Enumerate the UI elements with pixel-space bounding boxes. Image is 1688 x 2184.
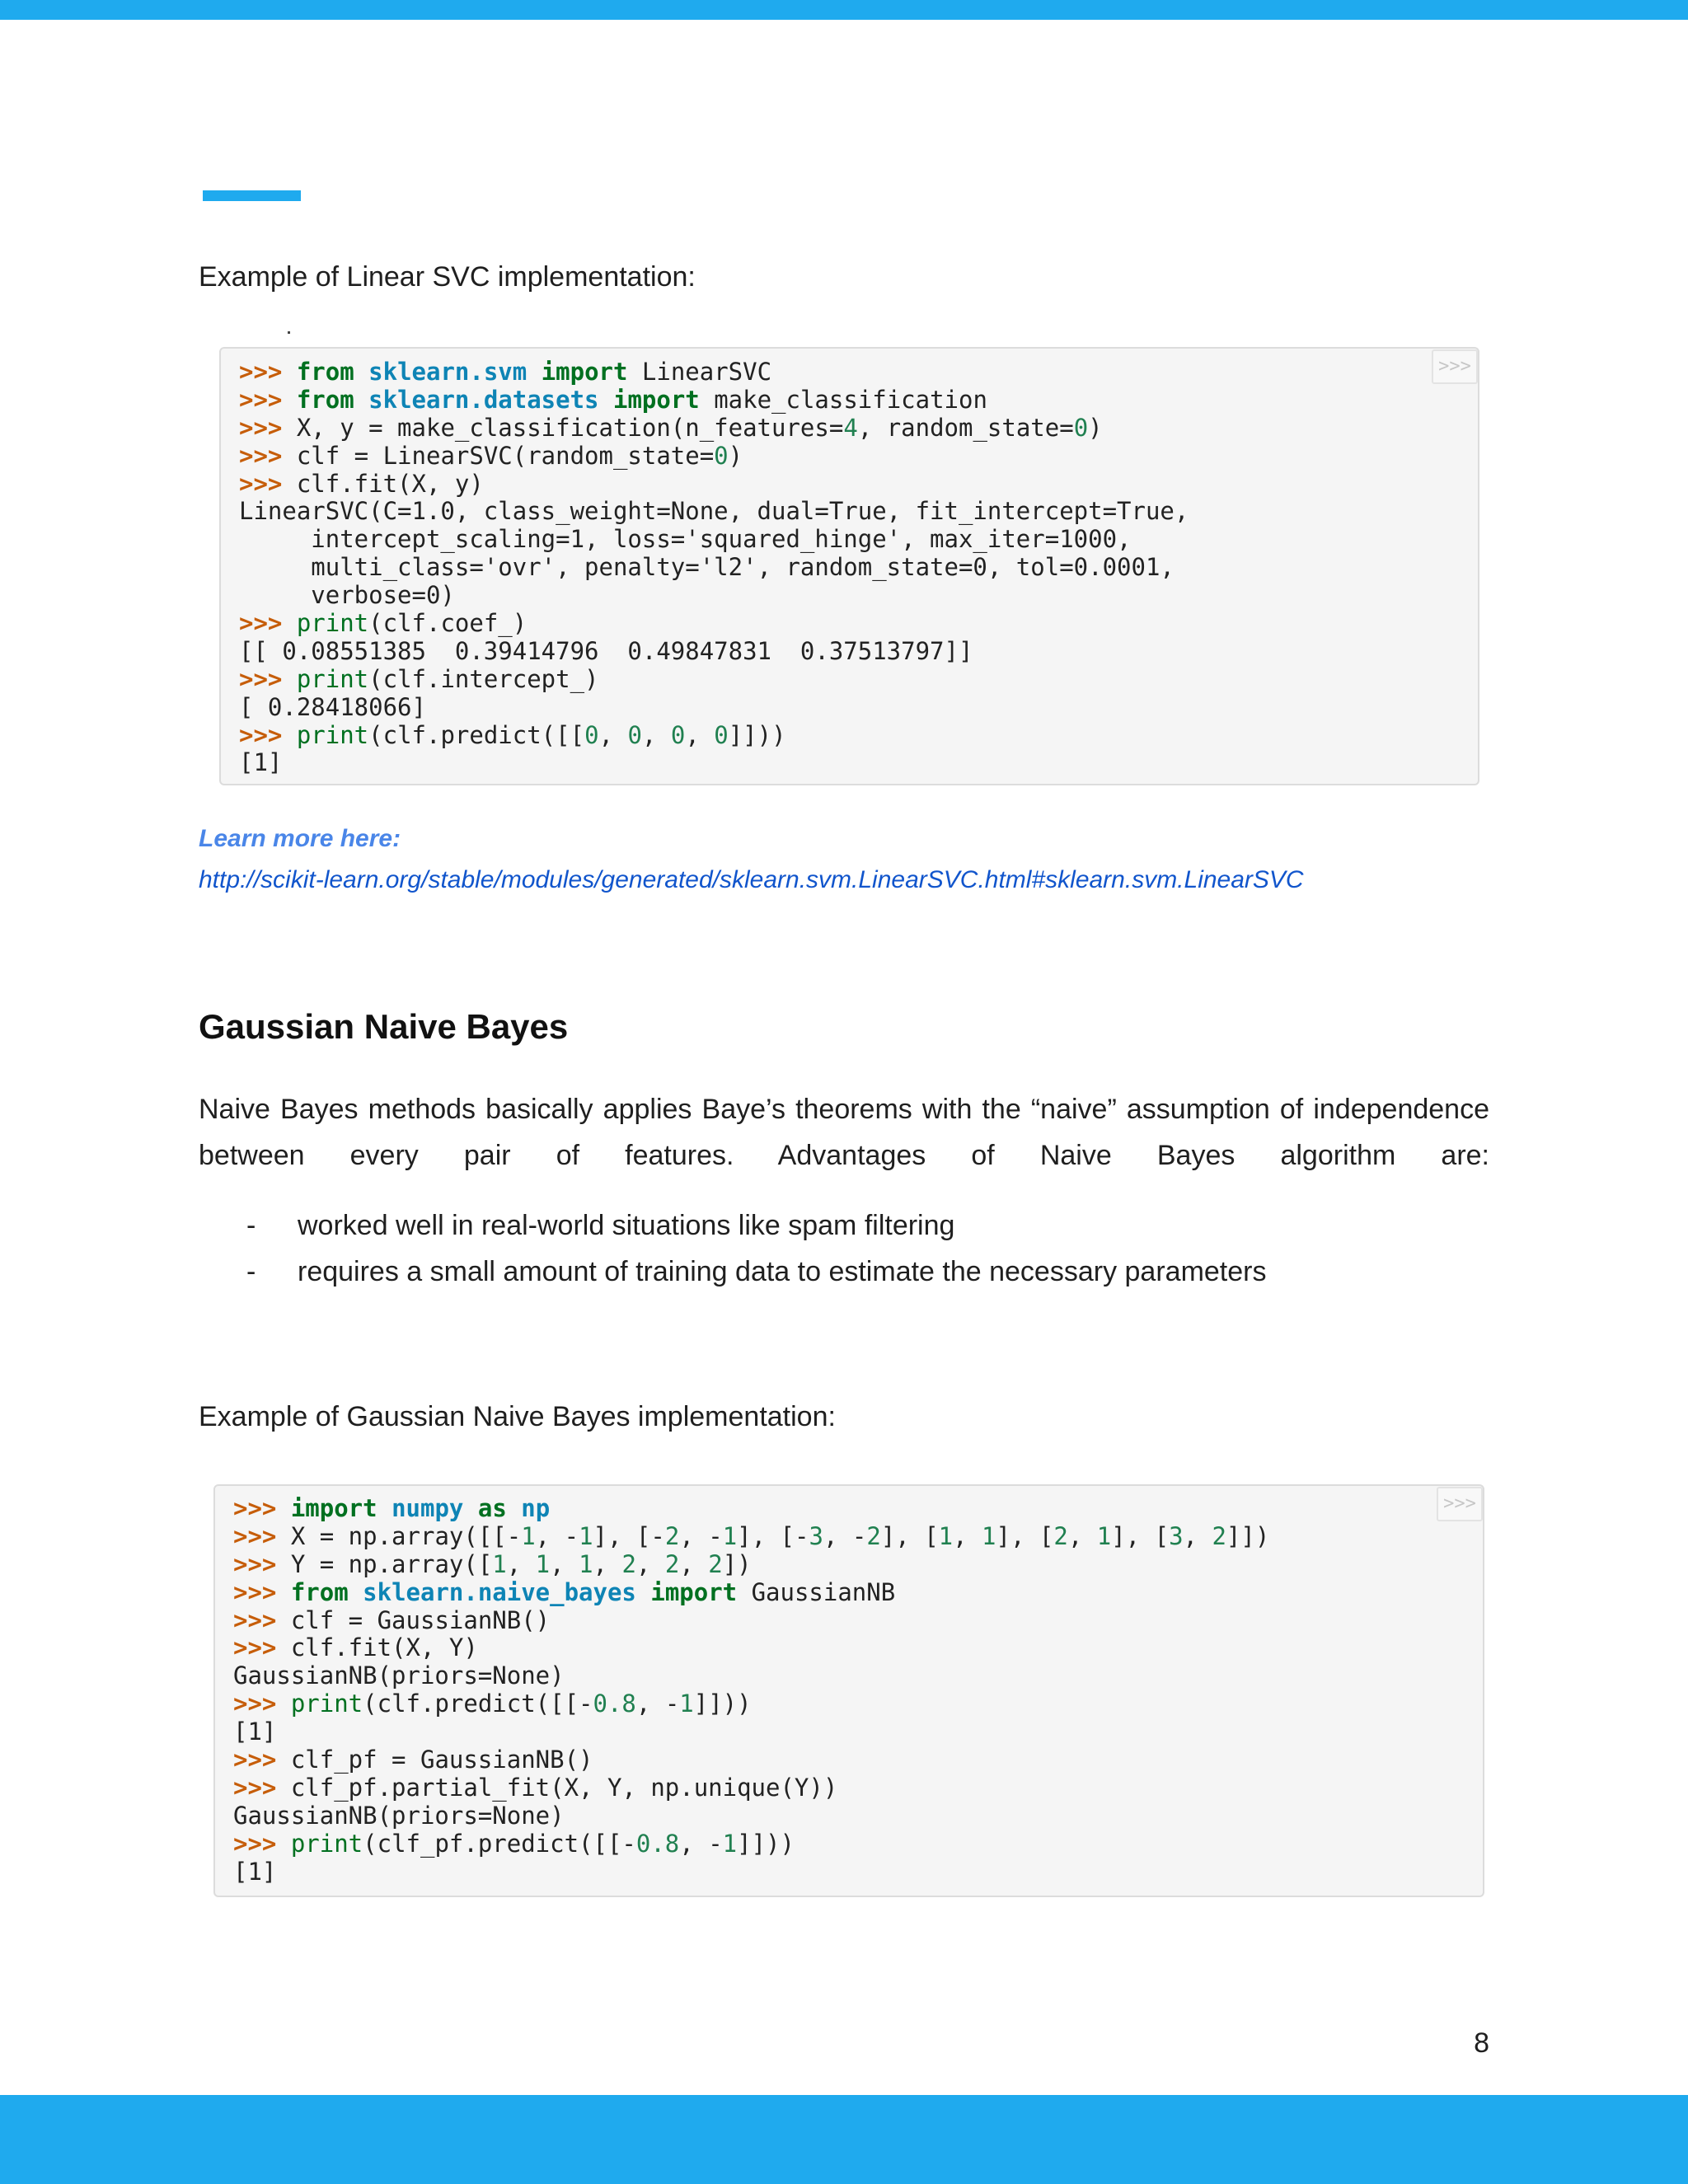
code-token: X, y = make_classification(n_features= [296,413,844,442]
keyword-token: from [290,1577,349,1606]
code-line [239,526,1189,554]
number-token: 0 [627,720,642,749]
code-token: [[ 0.08551385 0.39414796 0.49847831 0.37513797]] [239,636,973,665]
code-token: [1] [233,1718,277,1746]
prompt-token: >>> [239,609,297,638]
advantage-text: requires a small amount of training data to estimate the necessary parameters [298,1256,1267,1287]
builtin-token: print [290,1690,363,1718]
bullet-dash: - [246,1256,256,1287]
prompt-token: >>> [239,664,297,693]
code-token: make_classification [699,385,987,414]
code-token: , - [679,1521,723,1550]
svc-example-intro: Example of Linear SVC implementation: [199,261,696,293]
code-token: clf_pf = GaussianNB() [290,1746,593,1774]
builtin-token: print [290,1829,363,1858]
code-token: , [679,1549,709,1578]
prompt-token: >>> [233,1773,291,1802]
gaussian-nb-code-block [213,1484,1484,1897]
code-token: ]]) [1226,1521,1270,1550]
code-line [239,722,1189,750]
code-line [239,749,1189,777]
prompt-token: >>> [239,720,297,749]
number-token: 1 [982,1521,996,1550]
number-token: 2 [1212,1521,1226,1550]
code-token: clf = GaussianNB() [290,1605,551,1634]
code-token: , [550,1549,579,1578]
keyword-token: from [296,385,354,414]
code-token: , - [679,1829,723,1858]
code-token: ], [ [1111,1521,1170,1550]
prompt-token: >>> [239,441,297,470]
code-token: LinearSVC(C=1.0, class_weight=None, dual=True, fit_intercept=True, [239,497,1189,526]
module-token: sklearn.datasets [368,385,599,414]
code-token: verbose=0) [239,581,455,610]
code-token: , - [535,1521,579,1550]
prompt-token: >>> [239,469,297,498]
code-token: ], [ [880,1521,939,1550]
code-token: [1] [233,1857,277,1886]
code-token: , [1067,1521,1097,1550]
advantage-text: worked well in real-world situations like spam filtering [298,1210,955,1241]
code-line [233,1802,1269,1830]
code-token: GaussianNB(priors=None) [233,1801,565,1830]
number-token: 2 [664,1549,680,1578]
module-token: np [521,1494,551,1522]
number-token: 1 [1096,1521,1112,1550]
code-line [233,1579,1269,1607]
code-token: ]) [722,1549,752,1578]
code-token: (clf.predict([[- [363,1690,593,1718]
code-token: intercept_scaling=1, loss='squared_hinge', max_iter=1000, [239,525,1132,554]
code-token: Y = np.array([ [290,1549,493,1578]
code-token: , [685,720,715,749]
prompt-token: >>> [233,1521,291,1550]
code-token: ]])) [693,1690,752,1718]
code-line [239,666,1189,694]
code-token: ], [ [996,1521,1054,1550]
code-token: ]])) [737,1829,795,1858]
prompt-token: >>> [233,1549,291,1578]
number-token: 3 [1169,1521,1184,1550]
module-token: sklearn.naive_bayes [363,1577,636,1606]
code-line [239,610,1189,638]
keyword-token: import [541,358,628,386]
number-token: 2 [621,1549,636,1578]
keyword-token: import [612,385,700,414]
code-line [239,443,1189,471]
number-token: 4 [843,413,858,442]
code-line [239,415,1189,443]
number-token: 0 [584,720,599,749]
number-token: 0.8 [593,1690,636,1718]
code-line [233,1662,1269,1690]
number-token: 2 [1053,1521,1068,1550]
code-line [233,1858,1269,1886]
learn-more-label: Learn more here: [199,825,401,852]
gaussian-nb-heading: Gaussian Naive Bayes [199,1007,569,1046]
toggle-prompt-button[interactable]: >>> [1432,349,1478,384]
stray-mark [288,331,290,334]
gaussian-nb-description: Naive Bayes methods basically applies Baye’s theorems with the “naive” assumption of independence between every pair of features. Advantages of Naive Bayes algorithm are: [199,1094,1489,1171]
code-line [233,1495,1269,1523]
code-line [239,694,1189,722]
module-token: numpy [392,1494,464,1522]
code-token: (clf.predict([[ [368,720,585,749]
code-token: (clf.intercept_) [368,664,599,693]
prompt-token: >>> [239,358,297,386]
number-token: 1 [492,1549,507,1578]
code-token: , [598,720,628,749]
code-line [239,498,1189,526]
code-token: , [1183,1521,1212,1550]
code-token: (clf_pf.predict([[- [363,1829,636,1858]
code-line [239,359,1189,387]
code-token: , - [823,1521,867,1550]
page-number: 8 [1474,2027,1489,2059]
code-token: ], [- [593,1521,665,1550]
bullet-dash: - [246,1210,256,1241]
code-line [233,1830,1269,1858]
footer-bar [0,2095,1688,2184]
code-token: , random_state= [857,413,1074,442]
code-token: multi_class='ovr', penalty='l2', random_state=0, tol=0.0001, [239,553,1175,582]
code-token: , [635,1549,665,1578]
code-line [239,554,1189,582]
code-token: ]])) [728,720,786,749]
number-token: 2 [866,1521,881,1550]
code-token: clf.fit(X, Y) [290,1633,478,1662]
prompt-token: >>> [233,1605,291,1634]
code-line [233,1690,1269,1718]
number-token: 0.8 [635,1829,680,1858]
linear-svc-code [239,359,1189,777]
toggle-prompt-button[interactable]: >>> [1437,1487,1483,1521]
code-line [233,1523,1269,1551]
code-token [354,386,368,414]
code-line [233,1746,1269,1774]
code-token: , - [635,1690,680,1718]
code-token: [1] [239,748,283,777]
code-token: X = np.array([[- [290,1521,522,1550]
code-token: LinearSVC [627,358,772,386]
code-token: , [593,1549,622,1578]
code-line [233,1607,1269,1635]
code-token [463,1494,477,1522]
prompt-token: >>> [233,1829,291,1858]
linear-svc-code-block [219,347,1479,785]
number-token: 2 [664,1521,680,1550]
number-token: 0 [1073,413,1089,442]
gnb-example-intro: Example of Gaussian Naive Bayes implementation: [199,1401,836,1432]
code-token: ) [728,441,743,470]
number-token: 0 [714,720,729,749]
prompt-token: >>> [239,413,297,442]
number-token: 1 [535,1549,551,1578]
keyword-token: as [477,1494,507,1522]
code-token [349,1578,363,1606]
gaussian-nb-code [233,1495,1269,1886]
code-token: , [506,1549,536,1578]
builtin-token: print [296,609,369,638]
prompt-token: >>> [233,1690,291,1718]
code-token: GaussianNB(priors=None) [233,1661,565,1690]
accent-line [203,190,301,201]
code-token [377,1494,392,1522]
keyword-token: import [650,1577,738,1606]
code-line [233,1718,1269,1746]
number-token: 0 [670,720,686,749]
prompt-token: >>> [233,1633,291,1662]
code-line [233,1634,1269,1662]
code-token: GaussianNB [737,1577,896,1606]
builtin-token: print [296,720,369,749]
code-line [233,1551,1269,1579]
number-token: 1 [722,1521,738,1550]
number-token: 1 [679,1690,694,1718]
number-token: 1 [722,1829,738,1858]
header-bar [0,0,1688,20]
number-token: 1 [579,1521,593,1550]
code-token: ], [- [737,1521,809,1550]
prompt-token: >>> [233,1577,291,1606]
code-token: clf = LinearSVC(random_state= [296,441,715,470]
code-line [239,638,1189,666]
code-token: clf_pf.partial_fit(X, Y, np.unique(Y)) [290,1773,838,1802]
code-token [354,358,368,386]
number-token: 1 [938,1521,954,1550]
code-token [527,358,541,386]
builtin-token: print [296,664,369,693]
code-line [239,582,1189,610]
keyword-token: import [290,1494,377,1522]
code-line [233,1774,1269,1802]
number-token: 2 [708,1549,723,1578]
code-token [599,386,613,414]
code-token: clf.fit(X, y) [296,469,484,498]
module-token: sklearn.svm [368,358,528,386]
prompt-token: >>> [239,385,297,414]
prompt-token: >>> [233,1746,291,1774]
code-token: ) [1088,413,1103,442]
code-token: [ 0.28418066] [239,692,426,721]
code-token: , [953,1521,982,1550]
code-token [507,1494,521,1522]
number-token: 1 [521,1521,536,1550]
keyword-token: from [296,358,354,386]
code-token [636,1578,650,1606]
linear-svc-docs-link[interactable]: http://scikit-learn.org/stable/modules/generated/sklearn.svm.LinearSVC.html#sklearn.svm.LinearSVC [199,866,1304,893]
number-token: 3 [809,1521,823,1550]
code-token: , [641,720,671,749]
code-token: (clf.coef_) [368,609,528,638]
number-token: 0 [714,441,729,470]
number-token: 1 [579,1549,593,1578]
prompt-token: >>> [233,1494,291,1522]
code-line [239,387,1189,415]
code-line [239,471,1189,499]
